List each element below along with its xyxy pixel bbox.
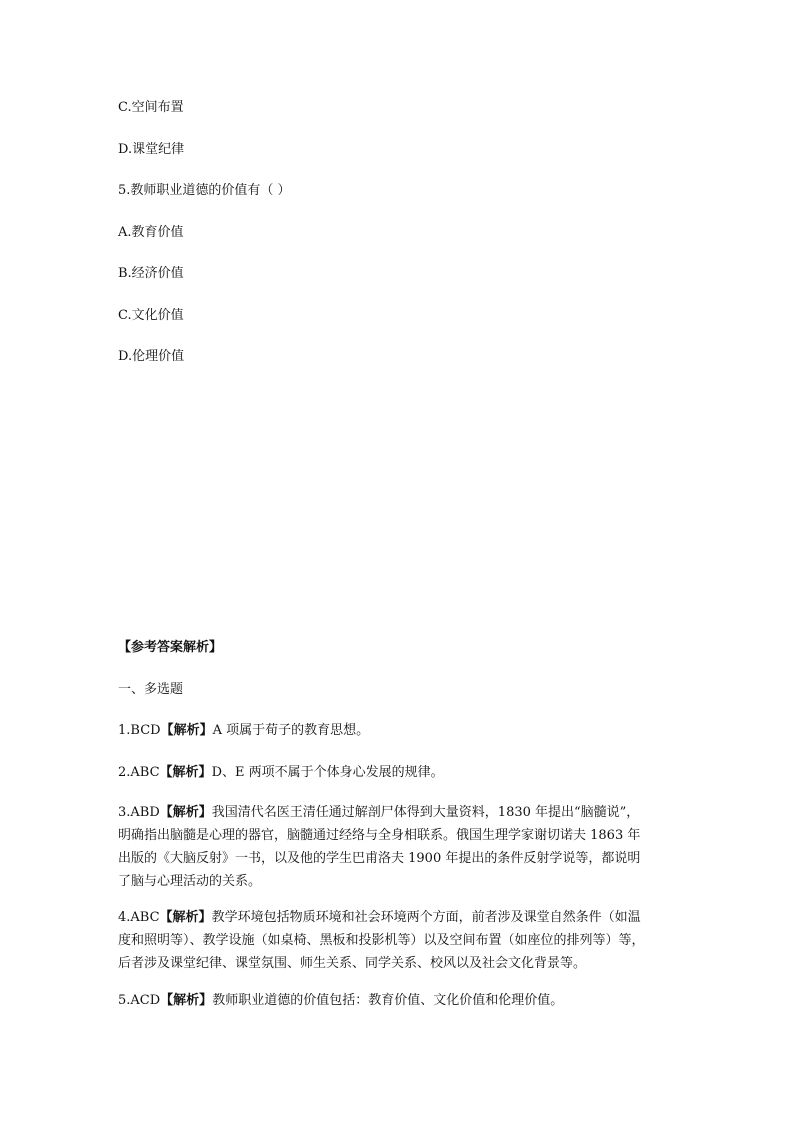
option-q5-a: A.教育价值 xyxy=(118,225,184,240)
answer-text: 教学环境包括物质环境和社会环境两个方面，前者涉及课堂自然条件（如温 xyxy=(211,910,641,925)
option-q4-d: D.课堂纪律 xyxy=(118,142,185,157)
answer-line xyxy=(118,801,678,824)
answer-line: 了脑与心理活动的关系。 xyxy=(118,874,262,889)
answer-item-5 xyxy=(118,992,563,1010)
answer-line: 明确指出脑髓是心理的器官，脑髓通过经络与全身相联系。俄国生理学家谢切诺夫 1863 年 xyxy=(118,828,641,843)
analysis-tag: 【解析】 xyxy=(159,910,212,925)
answer-text: D、E 两项不属于个体身心发展的规律。 xyxy=(211,765,444,780)
answer-line: 出版的《大脑反射》一书，以及他的学生巴甫洛夫 1900 年提出的条件反射学说等，都说明 xyxy=(118,851,641,866)
answer-prefix: 3.ABD xyxy=(118,805,160,820)
answer-line: 后者涉及课堂纪律、课堂氛围、师生关系、同学关系、校风以及社会文化背景等。 xyxy=(118,956,587,971)
answer-section-title: 一、多选题 xyxy=(118,682,184,697)
answer-prefix: 5.ACD xyxy=(118,993,161,1008)
answer-item-4 xyxy=(118,906,678,975)
analysis-tag: 【解析】 xyxy=(159,805,212,820)
answer-item-1 xyxy=(118,722,369,740)
analysis-tag: 【解析】 xyxy=(160,993,213,1008)
analysis-tag: 【解析】 xyxy=(159,765,212,780)
answer-line xyxy=(118,906,678,929)
answer-prefix: 1.BCD xyxy=(118,723,161,738)
option-q4-c: C.空间布置 xyxy=(118,100,184,115)
option-q5-d: D.伦理价值 xyxy=(118,349,185,364)
answer-prefix: 2.ABC xyxy=(118,765,160,780)
answer-text: A 项属于荀子的教育思想。 xyxy=(212,723,370,738)
answer-text: 教师职业道德的价值包括：教育价值、文化价值和伦理价值。 xyxy=(212,993,564,1008)
answer-line: 度和照明等）、教学设施（如桌椅、黑板和投影机等）以及空间布置（如座位的排列等）等， xyxy=(118,933,645,948)
option-q5-c: C.文化价值 xyxy=(118,308,184,323)
option-q5-b: B.经济价值 xyxy=(118,266,184,281)
analysis-tag: 【解析】 xyxy=(160,723,213,738)
answer-key-heading: 【参考答案解析】 xyxy=(118,640,223,655)
answer-text: 我国清代名医王清任通过解剖尸体得到大量资料，1830 年提出“脑髓说”， xyxy=(211,805,640,820)
answer-item-3 xyxy=(118,801,678,893)
answer-prefix: 4.ABC xyxy=(118,910,160,925)
question-5-stem: 5.教师职业道德的价值有（ ） xyxy=(118,183,291,198)
answer-item-2 xyxy=(118,764,444,782)
